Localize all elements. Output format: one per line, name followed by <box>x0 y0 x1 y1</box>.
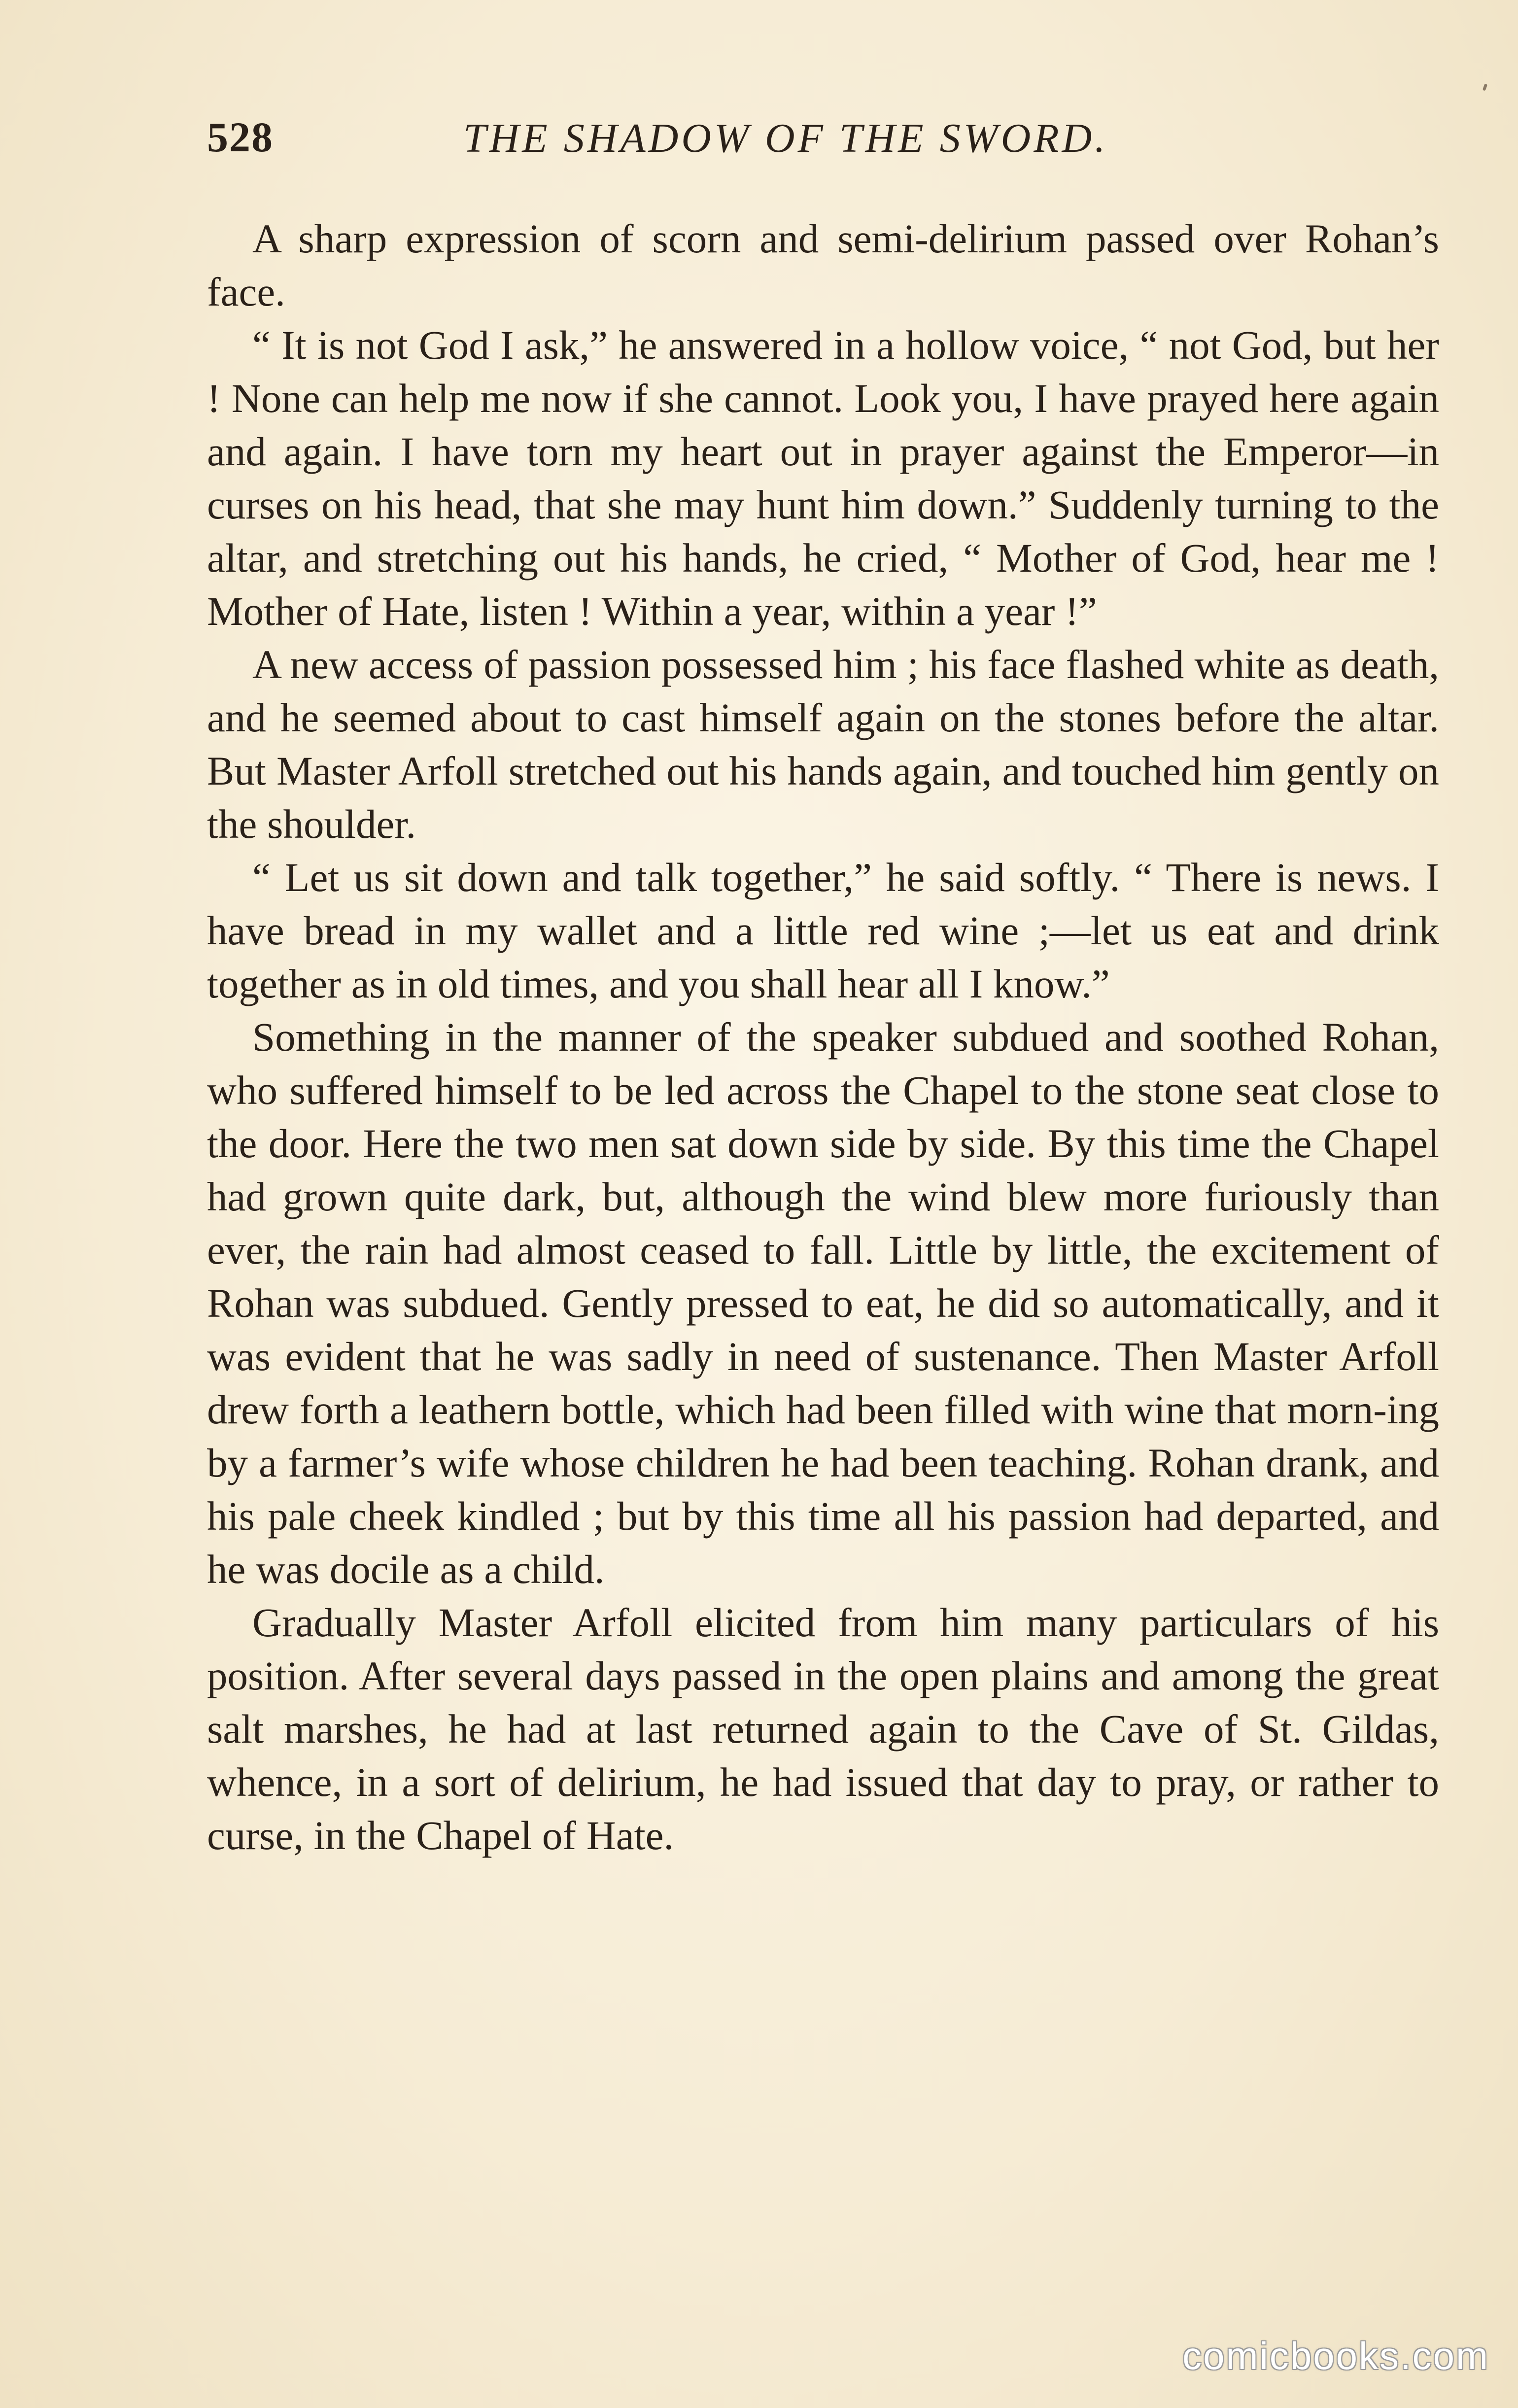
paragraph-5: Something in the manner of the speaker subdued and soothed Rohan, who suffered himself to be led across the Chapel to the stone seat close to the door. Here the two men sat down side by side. By this time the Chapel had grown quite dark, but, although the wind blew more furiously than ever, the rain had almost ceased to fall. Little by little, the excitement of Rohan was subdued. Gently pressed to eat, he did so automatically, and it was evident that he was sadly in need of sustenance. Then Master Arfoll drew forth a leathern bottle, which had been filled with wine that morn-ing by a farmer’s wife whose children he had been teaching. Rohan drank, and his pale cheek kindled ; but by this time all his passion had departed, and he was docile as a child. <box>207 1014 1439 1592</box>
paragraph-2: “ It is not God I ask,” he answered in a hollow voice, “ not God, but her ! None can help me now if she cannot. Look you, I have prayed here again and again. I have torn my heart out in prayer against the Emperor—in curses on his head, that she may hunt him down.” Suddenly turning to the altar, and stretching out his hands, he cried, “ Mother of God, hear me ! Mother of Hate, listen ! Within a year, within a year !” <box>207 322 1439 634</box>
paragraph-1: A sharp expression of scorn and semi-delirium passed over Rohan’s face. <box>207 216 1439 314</box>
page-number: 528 <box>207 113 274 161</box>
running-title: THE SHADOW OF THE SWORD. <box>463 115 1108 161</box>
watermark: comicbooks.com <box>1182 2334 1489 2377</box>
paragraph-4: “ Let us sit down and talk together,” he said softly. “ There is news. I have bread in my wallet and a little red wine ;—let us eat and drink together as in old times, and you shall hear all I know.” <box>207 855 1439 1006</box>
paper-speck <box>1483 83 1487 91</box>
page-header <box>207 112 1449 172</box>
paragraph-3: A new access of passion possessed him ; his face flashed white as death, and he seemed about to cast himself again on the stones before the altar. But Master Arfoll stretched out his hands again, and touched him gently on the shoulder. <box>207 642 1439 847</box>
body-text <box>207 212 1439 1862</box>
paragraph-6: Gradually Master Arfoll elicited from him many particulars of his position. After several days passed in the open plains and among the great salt marshes, he had at last returned again to the Cave of St. Gildas, whence, in a sort of delirium, he had issued that day to pray, or rather to curse, in the Chapel of Hate. <box>207 1600 1439 1858</box>
